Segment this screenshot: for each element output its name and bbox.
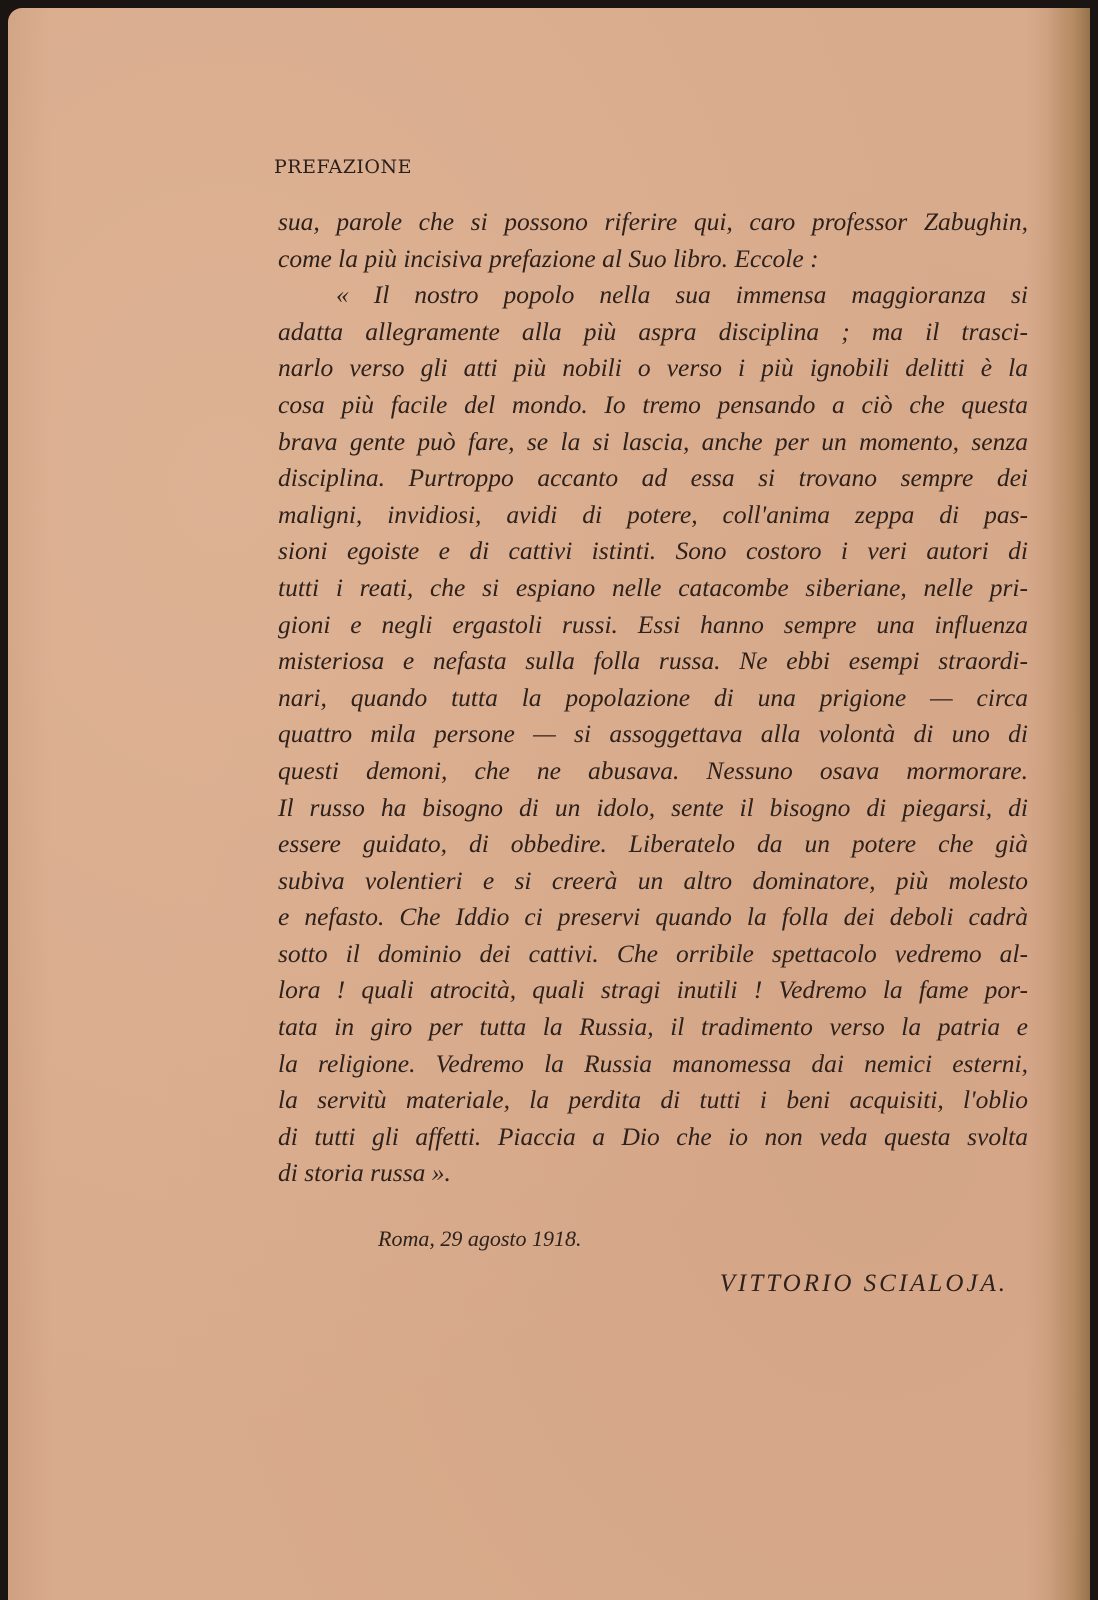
text-line: tata in giro per tutta la Russia, il tradimento verso la patria e bbox=[278, 1012, 1028, 1042]
text-line-quote-end: di storia russa ». bbox=[278, 1158, 451, 1188]
closing-date: Roma, 29 agosto 1918. bbox=[378, 1226, 582, 1251]
text-line: nari, quando tutta la popolazione di una prigione — circa bbox=[278, 682, 1028, 712]
running-header: PREFAZIONE bbox=[274, 156, 412, 178]
text-line-quote-start: « Il nostro popolo nella sua immensa maggioranza si bbox=[336, 280, 1028, 310]
text-line: brava gente può fare, se la si lascia, anche per un momento, senza bbox=[278, 426, 1028, 456]
page-edge-shadow bbox=[1048, 8, 1090, 1600]
text-line: adatta allegramente alla più aspra disciplina ; ma il trasci- bbox=[278, 316, 1028, 346]
text-line: e nefasto. Che Iddio ci preservi quando la folla dei deboli cadrà bbox=[278, 902, 1028, 932]
text-line: subiva volentieri e si creerà un altro dominatore, più molesto bbox=[278, 865, 1028, 895]
text-line: quattro mila persone — si assoggettava alla volontà di uno di bbox=[278, 719, 1028, 749]
text-line: la religione. Vedremo la Russia manomessa dai nemici esterni, bbox=[278, 1048, 1028, 1078]
text-line: disciplina. Purtroppo accanto ad essa si trovano sempre dei bbox=[278, 463, 1028, 493]
text-line: misteriosa e nefasta sulla folla russa. Ne ebbi esempi straordi- bbox=[278, 646, 1028, 676]
text-line: questi demoni, che ne abusava. Nessuno osava mormorare. bbox=[278, 755, 1028, 785]
text-line: essere guidato, di obbedire. Liberatelo da un potere che già bbox=[278, 829, 1028, 859]
text-line: narlo verso gli atti più nobili o verso i più ignobili delitti è la bbox=[278, 353, 1028, 383]
text-line: maligni, invidiosi, avidi di potere, coll'anima zeppa di pas- bbox=[278, 499, 1028, 529]
text-line: lora ! quali atrocità, quali stragi inutili ! Vedremo la fame por- bbox=[278, 975, 1028, 1005]
text-line: sotto il dominio dei cattivi. Che orribile spettacolo vedremo al- bbox=[278, 938, 1028, 968]
author-signature: VITTORIO SCIALOJA. bbox=[719, 1270, 1008, 1297]
text-line: sua, parole che si possono riferire qui, caro professor Zabughin, bbox=[278, 207, 1028, 236]
book-page bbox=[8, 8, 1090, 1600]
text-line: la servitù materiale, la perdita di tutti i beni acquisiti, l'oblio bbox=[278, 1085, 1028, 1115]
text-line: come la più incisiva prefazione al Suo libro. Eccole : bbox=[278, 243, 819, 273]
preface-body bbox=[278, 204, 1028, 1192]
text-line: Il russo ha bisogno di un idolo, sente il bisogno di piegarsi, di bbox=[278, 792, 1028, 822]
text-line: tutti i reati, che si espiano nelle catacombe siberiane, nelle pri- bbox=[278, 572, 1028, 602]
text-line: cosa più facile del mondo. Io tremo pensando a ciò che questa bbox=[278, 389, 1028, 419]
text-line: di tutti gli affetti. Piaccia a Dio che io non veda questa svolta bbox=[278, 1121, 1028, 1151]
text-line: sioni egoiste e di cattivi istinti. Sono costoro i veri autori di bbox=[278, 536, 1028, 566]
text-line: gioni e negli ergastoli russi. Essi hanno sempre una influenza bbox=[278, 609, 1028, 639]
